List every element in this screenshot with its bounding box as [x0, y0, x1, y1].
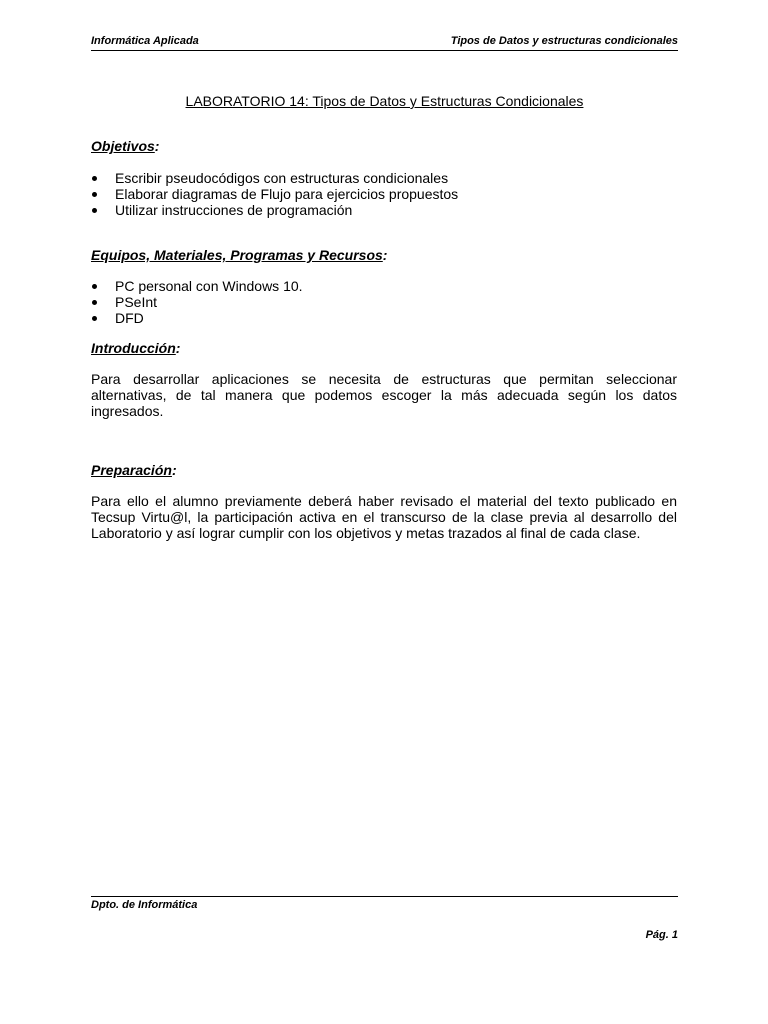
header-course-name: Informática Aplicada — [91, 35, 199, 47]
list-item — [91, 278, 303, 294]
list-item-text: PSeInt — [115, 294, 158, 310]
preparacion-heading-text: Preparación — [91, 462, 172, 478]
introduccion-heading-text: Introducción — [91, 340, 176, 356]
preparacion-heading: Preparación: — [91, 462, 177, 478]
objetivos-heading: Objetivos: — [91, 138, 160, 154]
footer-divider — [91, 896, 678, 897]
header-topic: Tipos de Datos y estructuras condicionales — [450, 35, 678, 47]
equipos-heading-text: Equipos, Materiales, Programas y Recursos — [91, 247, 383, 263]
equipos-heading: Equipos, Materiales, Programas y Recursos: — [91, 247, 388, 263]
objetivos-heading-text: Objetivos — [91, 138, 155, 154]
preparacion-paragraph: Para ello el alumno previamente deberá haber revisado el material del texto publicado en Tecsup Virtu@l, la participación activa en el transcurso de la clase previa al desarrollo del Laboratorio y así lograr cumplir con los objetivos y metas trazados al final de cada clase. — [91, 493, 677, 541]
bullet-icon — [92, 208, 97, 213]
bullet-icon — [92, 192, 97, 197]
bullet-icon — [92, 300, 97, 305]
introduccion-heading: Introducción: — [91, 340, 181, 356]
bullet-icon — [92, 316, 97, 321]
list-item — [91, 202, 458, 218]
list-item-text: Utilizar instrucciones de programación — [115, 202, 353, 218]
page-number: Pág. 1 — [645, 929, 678, 941]
list-item — [91, 170, 458, 186]
page-header — [91, 34, 678, 51]
list-item-text: Escribir pseudocódigos con estructuras condicionales — [115, 170, 449, 186]
document-title: LABORATORIO 14: Tipos de Datos y Estructuras Condicionales — [185, 93, 584, 109]
list-item — [91, 310, 303, 326]
list-item-text: Elaborar diagramas de Flujo para ejercicios propuestos — [115, 186, 459, 202]
bullet-icon — [92, 284, 97, 289]
introduccion-paragraph: Para desarrollar aplicaciones se necesita de estructuras que permitan seleccionar alternativas, de tal manera que podemos escoger la más adecuada según los datos ingresados. — [91, 371, 677, 419]
list-item-text: PC personal con Windows 10. — [115, 278, 303, 294]
list-item — [91, 186, 458, 202]
list-item — [91, 294, 303, 310]
equipos-list — [91, 278, 303, 326]
bullet-icon — [92, 176, 97, 181]
objetivos-list — [91, 170, 458, 218]
list-item-text: DFD — [115, 310, 144, 326]
footer-department: Dpto. de Informática — [91, 899, 198, 911]
